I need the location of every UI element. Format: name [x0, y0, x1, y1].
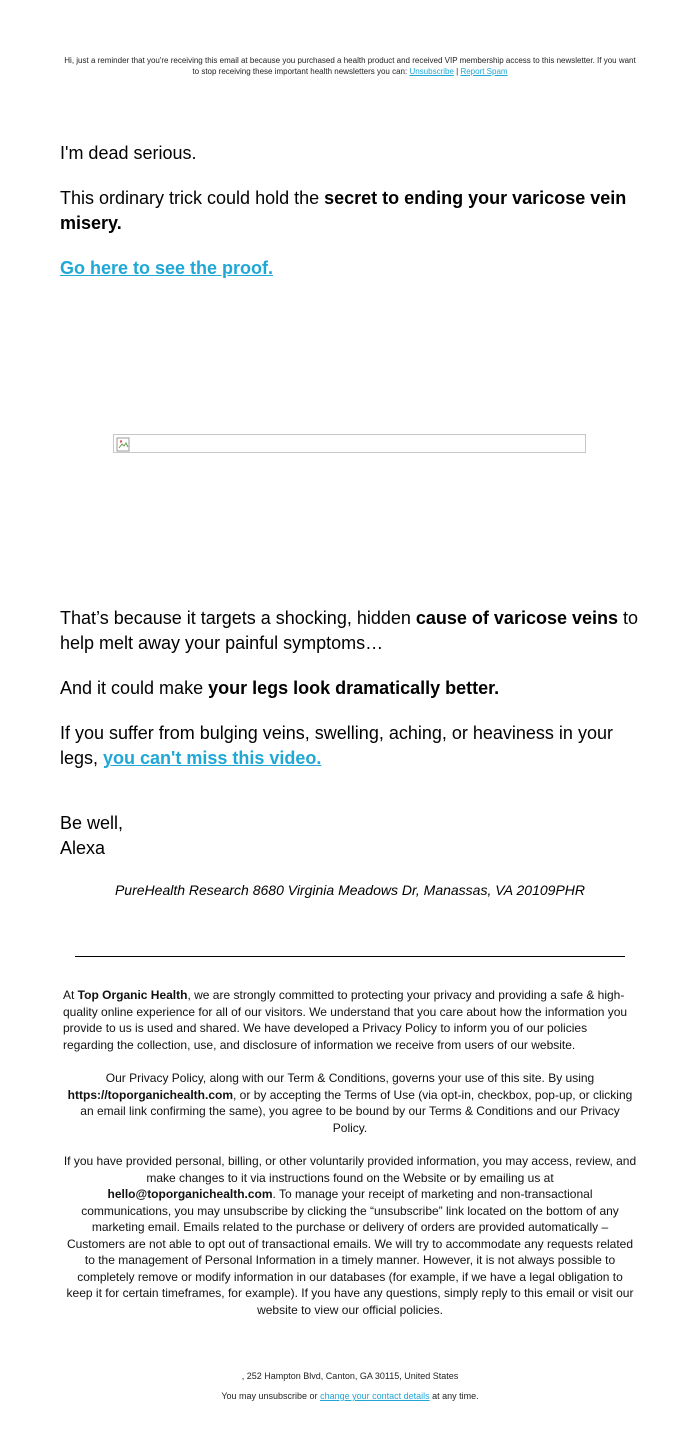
paragraph-legs [60, 676, 640, 701]
secret-bold: secret to ending your varicose vein misery. [60, 188, 627, 233]
legs-prefix: And it could make [60, 678, 209, 698]
signoff-greeting: Be well, [60, 813, 124, 833]
sender-address: PureHealth Research 8680 Virginia Meadows Dr, Manassas, VA 20109PHR [114, 882, 586, 898]
divider [75, 956, 625, 957]
top-notice [60, 55, 640, 77]
privacy-policy [63, 987, 637, 1335]
policy-paragraph-3 [63, 1153, 637, 1318]
unsubscribe-link[interactable]: Unsubscribe [409, 67, 454, 76]
paragraph-proof [60, 256, 640, 281]
legs-bold: your legs look dramatically better. [208, 678, 500, 698]
secret-prefix: This ordinary trick could hold the [60, 188, 325, 208]
cause-suffix: to help melt away your painful symptoms… [60, 608, 639, 653]
unsub-suffix: at any time. [429, 1391, 479, 1401]
cause-prefix: That’s because it targets a shocking, hidden [60, 608, 416, 628]
footer [60, 1370, 640, 1410]
email-body-middle [60, 606, 640, 791]
policy-1-suffix: , we are strongly committed to protecting your privacy and providing a safe & high-quality online experience for all of our visitors. We understand that you care about how the information you provide to us is used and shared. We have developed a Privacy Policy to inform you of our policies regarding the collection, use, and disclosure of information we receive from users of our website. [63, 988, 628, 1052]
policy-3-prefix: If you have provided personal, billing, or other voluntarily provided information, you may access, review, and make changes to it via instructions found on the Website or by emailing us at [63, 1154, 637, 1185]
policy-paragraph-2 [63, 1070, 637, 1136]
policy-paragraph-1 [63, 987, 637, 1053]
video-link[interactable]: you can't miss this video. [103, 748, 322, 768]
email-body-top [60, 141, 640, 281]
paragraph-intro: I'm dead serious. [60, 143, 197, 163]
policy-1-brand: Top Organic Health [77, 988, 188, 1002]
policy-3-suffix: . To manage your receipt of marketing and non-transactional communications, you may unsubscribe by clicking the “unsubscribe” link located on the bottom of any marketing email. Emails related to the purchase or delivery of orders are provided automatically – Customers are not able to opt out of transactional emails. We will try to accommodate any requests related to the management of Personal Information in a timely manner. However, it is not always possible to completely remove or modify information in our databases (for example, if we have a legal obligation to keep it for certain timeframes, for example). If you have any questions, simply reply to this email or visit our website to view our official policies. [66, 1187, 634, 1317]
footer-address: , 252 Hampton Blvd, Canton, GA 30115, United States [241, 1371, 459, 1381]
change-contact-details-link[interactable]: change your contact details [320, 1391, 430, 1401]
signoff [60, 811, 123, 861]
paragraph-secret [60, 186, 640, 236]
video-prefix: If you suffer from bulging veins, swelling, aching, or heaviness in your legs, [60, 723, 613, 768]
top-notice-text: Hi, just a reminder that you're receiving this email at because you purchased a health product and received VIP membership access to this newsletter. If you want to stop receiving these important health newsletters you can: [64, 56, 636, 76]
broken-image[interactable] [113, 434, 586, 453]
broken-image-icon [116, 437, 132, 453]
policy-1-prefix: At [63, 988, 78, 1002]
report-spam-link[interactable]: Report Spam [460, 67, 508, 76]
paragraph-cause [60, 606, 640, 656]
unsub-prefix: You may unsubscribe or [221, 1391, 321, 1401]
notice-separator: | [453, 67, 461, 76]
policy-2-suffix: , or by accepting the Terms of Use (via opt-in, checkbox, pop-up, or clicking an email link confirming the same), you agree to be bound by our Terms & Conditions and our Privacy Policy. [80, 1087, 633, 1135]
footer-unsubscribe [60, 1390, 640, 1402]
policy-2-url: https://toporganichealth.com [67, 1087, 234, 1102]
signoff-name: Alexa [60, 838, 106, 858]
cause-bold: cause of varicose veins [415, 608, 619, 628]
proof-link[interactable]: Go here to see the proof. [60, 258, 274, 278]
policy-2-prefix: Our Privacy Policy, along with our Term & Conditions, governs your use of this site. By using [105, 1071, 595, 1085]
paragraph-video [60, 721, 640, 771]
policy-3-email: hello@toporganichealth.com [107, 1187, 273, 1201]
